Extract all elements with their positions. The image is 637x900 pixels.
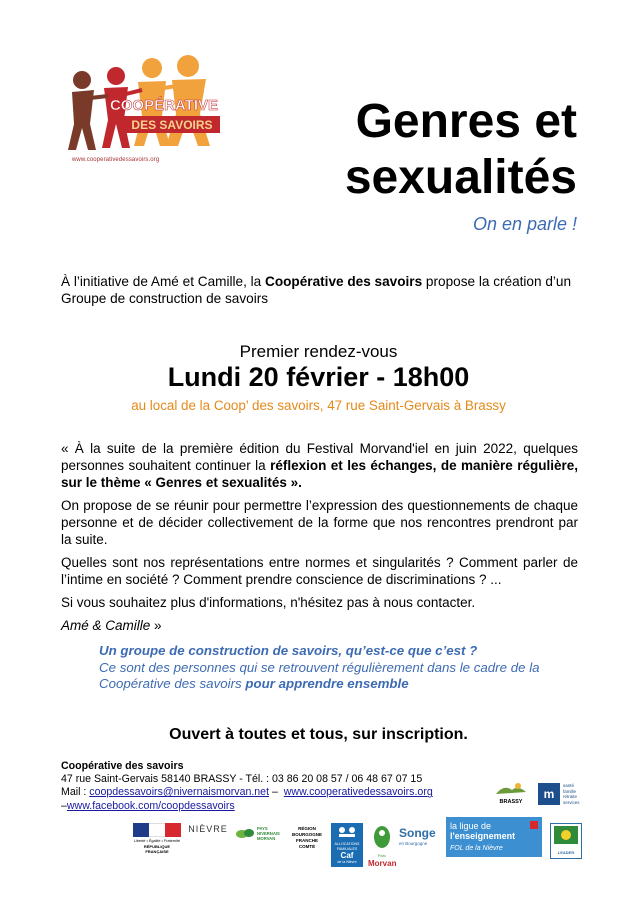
region-line3: FRANCHE xyxy=(296,838,318,843)
body-p4: Si vous souhaitez plus d'informations, n'hésitez pas à nous contacter. xyxy=(61,595,476,610)
facebook-link[interactable]: www.facebook.com/coopdessavoirs xyxy=(66,799,235,812)
caf-logo xyxy=(331,823,363,867)
ligue-line1: la ligue de xyxy=(450,821,492,831)
contact-mail-line xyxy=(61,786,481,799)
intro-part1: À l’initiative de Amé et Camille, la xyxy=(61,274,265,289)
definition-question: Un groupe de construction de savoirs, qu’est-ce que c’est ? xyxy=(99,643,478,658)
subtitle: On en parle ! xyxy=(472,214,577,234)
region-line1: RÉGION xyxy=(298,826,316,831)
caf-line4: de la Nièvre xyxy=(337,860,357,864)
definition-answer xyxy=(99,660,579,693)
intro-paragraph xyxy=(61,273,581,307)
body-p1-bold: réflexion et les échanges, de manière régulière, sur le thème « Genres et sexualités ». xyxy=(61,458,578,490)
pays-line3: MORVAN xyxy=(257,836,276,841)
brassy-logo xyxy=(494,782,528,804)
logo-url: www.cooperativedessavoirs.org xyxy=(72,157,160,163)
contact-address: 47 rue Saint-Gervais 58140 BRASSY - Tél. : 03 86 20 08 57 / 06 48 67 07 15 xyxy=(61,773,423,786)
rf-motto: Liberté • Égalité • Fraternité xyxy=(133,839,181,843)
body-p3: Quelles sont nos représentations entre normes et singularités ? Comment parler de l’intime en société ? Comment prendre conscience de discriminations ? ... xyxy=(61,555,578,587)
mail-sep: – xyxy=(269,786,281,799)
contact-facebook-line xyxy=(61,800,481,813)
page-title xyxy=(257,94,577,206)
msa-logo xyxy=(538,783,588,807)
signature-end: » xyxy=(150,618,162,633)
event-place: au local de la Coop’ des savoirs, 47 rue Saint-Gervais à Brassy xyxy=(131,398,506,413)
intro-org: Coopérative des savoirs xyxy=(265,274,423,289)
pays-nivernais-morvan-logo xyxy=(235,825,283,847)
msa-mark-icon: m xyxy=(538,783,560,805)
body-p1 xyxy=(61,440,578,491)
pays-leaves-icon xyxy=(235,827,255,841)
definition-box xyxy=(99,643,579,693)
leader-text: LEADER xyxy=(557,850,575,855)
region-line4: COMTÉ xyxy=(298,844,316,849)
logo-text-line1: COOPÉRATIVE xyxy=(109,97,219,114)
songe-logo xyxy=(399,826,447,852)
caf-line2: FAMILIALES xyxy=(336,846,358,851)
caf-figures-icon xyxy=(332,825,362,839)
parc-morvan-logo xyxy=(368,825,396,867)
ligue-mark-icon xyxy=(530,821,538,829)
cooperative-logo xyxy=(60,54,230,166)
parc-line2: Morvan xyxy=(368,859,397,868)
region-bfc-logo xyxy=(288,826,326,852)
caf-line1: ALLOCATIONS xyxy=(334,842,360,846)
event-date: Lundi 20 février - 18h00 xyxy=(167,362,470,392)
definition-answer-bold: pour apprendre ensemble xyxy=(245,676,409,691)
caf-line3: Caf xyxy=(340,851,354,860)
marianne-flag-icon xyxy=(133,823,181,837)
fb-dash: – xyxy=(61,799,67,812)
email-link[interactable]: coopdessavoirs@nivernaismorvan.net xyxy=(89,786,270,799)
contact-org: Coopérative des savoirs xyxy=(61,760,184,772)
region-line2: BOURGOGNE xyxy=(291,832,322,837)
leader-star-icon xyxy=(552,824,580,846)
parc-line1: Parc xyxy=(377,853,387,858)
msa-line4: services xyxy=(563,799,580,805)
open-notice: Ouvert à toutes et tous, sur inscription. xyxy=(169,726,468,743)
brassy-text: BRASSY xyxy=(499,799,523,805)
msa-text xyxy=(563,783,580,805)
ligue-enseignement-logo xyxy=(446,817,542,857)
mail-label: Mail : xyxy=(61,786,90,799)
contact-block xyxy=(61,760,481,813)
title-line2: sexualités xyxy=(344,151,577,204)
pays-text xyxy=(257,826,280,841)
msa-line1: santé xyxy=(563,783,575,788)
title-line1: Genres et xyxy=(355,95,577,148)
songe-line1: Songe xyxy=(399,826,436,840)
rf-name: RÉPUBLIQUE FRANÇAISE xyxy=(143,844,171,854)
body-text xyxy=(61,440,578,640)
signature-names: Amé & Camille xyxy=(61,618,151,633)
songe-line2: en Bourgogne xyxy=(399,841,428,846)
pays-line2: NIVERNAIS xyxy=(257,831,280,836)
parc-leaf-icon xyxy=(372,825,392,849)
ligue-line2: l'enseignement xyxy=(450,831,516,841)
body-signature xyxy=(61,617,578,634)
intro-part2: propose la création d’un Groupe de construction de savoirs xyxy=(61,274,572,306)
ligue-line3: FOL de la Nièvre xyxy=(450,845,503,852)
msa-line2: famille xyxy=(563,788,577,794)
body-p1-start: « À la suite de la première édition du Festival Morvand'iel en juin 2022, quelques personnes souhaitent continuer la xyxy=(61,441,578,473)
website-link[interactable]: www.cooperativedessavoirs.org xyxy=(283,786,433,799)
pays-line1: PAYS xyxy=(257,826,268,831)
leader-europe-logo xyxy=(550,823,582,859)
body-p2: On propose de se réunir pour permettre l’expression des questionnements de chaque personne et de décider collectivement de la forme que nos rencontres prendront par la suite. xyxy=(61,498,578,547)
logo-text-line2: DES SAVOIRS xyxy=(131,118,213,132)
republique-francaise-logo xyxy=(133,823,181,853)
event-label: Premier rendez-vous xyxy=(239,342,398,361)
definition-answer-text: Ce sont des personnes qui se retrouvent régulièrement dans le cadre de la Coopérative des savoirs xyxy=(99,659,540,691)
msa-line3: retraite xyxy=(563,794,578,799)
brassy-hills-icon xyxy=(494,782,528,796)
nievre-logo: NIÈVRE xyxy=(188,824,228,834)
